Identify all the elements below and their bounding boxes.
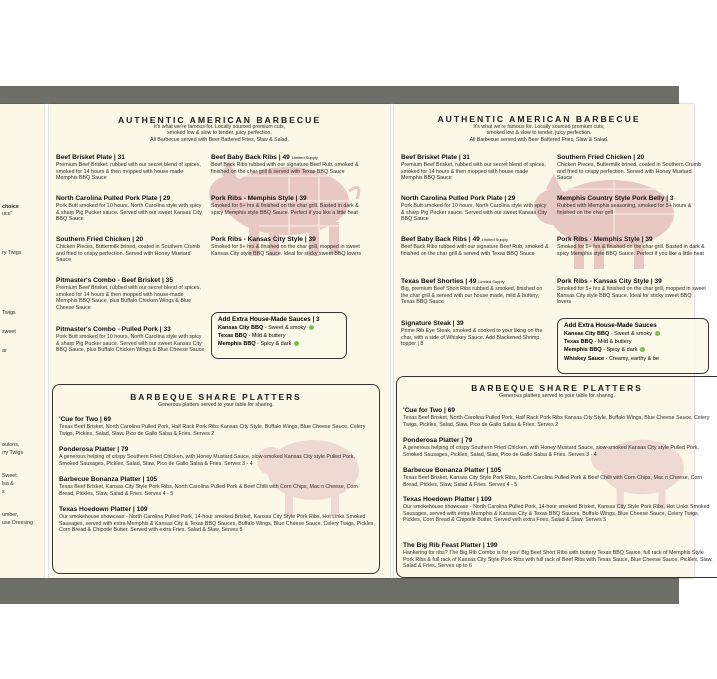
- menu-item: Memphis Country Style Pork Belly | 3 Rubbed with Memphis seasoning, smoked for 5+ hours & finished on the char grill: [557, 195, 692, 216]
- menu-sheet-left-partial: [0, 104, 44, 578]
- platter-item: 'Cue for Two | 69 Texas Beef Brisket, North Carolina Pulled Pork, Half Rack Pork Ribs Kansas City Style, Buffalo Wings, Blue Cheese Sauce, Celery Twigs, Pickles, Salad, Slaw, Pico de Gallo Salsa & Fries. Serves 2: [59, 416, 366, 437]
- fragment-text: umber,: [2, 512, 19, 518]
- menu-item: Beef Brisket Plate | 31 Premium Beef Brisket, rubbed with our secret blend of spices, smoked for 14 hours & then mopped with house made Memphis BBQ Sauce: [56, 154, 201, 181]
- sauce-row: Kansas City BBQ - Sweet & smoky: [212, 324, 346, 332]
- sauce-row: Texas BBQ - Mild & buttery: [564, 339, 632, 346]
- menu-item: Beef Baby Back Ribs | 49 $^{Limited Supply}$ Beef Back Ribs rubbed with our signature Beef Rub, smoked & finished on the char grill & served with Texas BBQ Sauce: [401, 236, 549, 257]
- menu-sheet-right: [394, 104, 713, 578]
- fragment-text: Sweet: [2, 473, 17, 479]
- share-title: BARBEQUE SHARE PLATTERS: [130, 392, 302, 402]
- sauce-row: Texas BBQ - Mild & buttery: [218, 333, 286, 340]
- menu-title: AUTHENTIC AMERICAN BARBECUE: [117, 115, 322, 125]
- menu-item: Beef Brisket Plate | 31 Premium Beef Brisket, rubbed with our secret blend of spices, smoked for 14 hours & then mopped with house made Memphis BBQ Sauce: [401, 154, 546, 181]
- menu-title: AUTHENTIC AMERICAN BARBECUE: [437, 114, 641, 124]
- menu-sheet-middle: [49, 104, 390, 578]
- sauce-row: Whiskey Sauce - Creamy, earthy & be: [564, 355, 659, 362]
- menu-subtitle: It's what we're famous for. Locally sourced premium cuts, smoked low & slow to tender, juicy perfection. All Barbecue served with Beer Battered Fries, Slaw & Salad.: [150, 124, 289, 143]
- fragment-text: choice: [2, 204, 19, 210]
- menu-item: Signature Steak | 39 Prime Rib Eye Steak, smoked & cooked to your liking on the char, with a side of Whiskey Sauce. Add Blackened Shrimp topper | 8: [401, 320, 543, 347]
- fragment-text: sweet: [2, 329, 16, 335]
- menu-item: Texas Beef Shorties | 49 $^{Limited Supply}$ Big, premium Beef Short Ribs rubbed & smoked, finished on the char grill & served with our house made, mild & buttery, Texas BBQ Sauce: [401, 278, 543, 305]
- extra-sauces-title: Add Extra House-Made Sauces: [564, 322, 657, 329]
- platter-item: Barbecue Bonanza Platter | 105 Texas Beef Brisket, Kansas City Style Pork Ribs, North Carolina Pulled Pork & Beef Chilli with Corn Chips, Mac n Cheese, Corn Bread, Pickles, Slaw, Salad & Fries. Serves 4 - 5: [403, 467, 703, 488]
- fragment-text: s: [2, 489, 5, 495]
- share-platters-box: [52, 384, 380, 574]
- menu-item: Pork Ribs - Kansas City Style | 39 Smoked for 5+ hrs & finished on the char grill, mopped in sweet Kansas City style BBQ Sauce. Ideal for sticky sweet BBQ lovers: [557, 278, 706, 305]
- menu-item: Beef Baby Back Ribs | 49 $^{Limited Supply}$ Beef Back Ribs rubbed with our signature Beef Rub, smoked & finished on the char grill & served with Texas BBQ Sauce: [211, 154, 359, 175]
- fragment-text: ry Twigs: [2, 250, 22, 256]
- fragment-text: outons,: [2, 442, 20, 448]
- bottom-dark-band: [0, 578, 679, 604]
- check-icon: [640, 347, 645, 352]
- fragment-text: uce": [2, 211, 13, 217]
- menu-item: Pork Ribs - Memphis Style | 39 Smoked for 5+ hrs & finished on the char grill. Basted in dark & spicy Memphis style BBQ Sauce. Perfect if you like a little heat: [211, 195, 359, 216]
- menu-subtitle: It's what we're famous for. Locally sourced premium cuts, smoked low & slow to tender, juicy perfection. All Barbecue served with Beer Battered Fries, Slaw & Salad.: [469, 124, 609, 143]
- top-dark-band: [0, 86, 679, 104]
- sauce-row: Kansas City BBQ - Sweet & smoky: [558, 330, 708, 338]
- fragment-text: Twigs: [2, 310, 16, 316]
- menu-item: Pork Ribs - Memphis Style | 39 Smoked for 5+ hrs & finished on the char grill. Basted in dark & spicy Memphis style BBQ Sauce. Perfect if you like a little heat: [557, 236, 705, 257]
- fragment-text: use Dressing: [2, 520, 33, 526]
- share-subtitle: Generous platters served to your table for sharing.: [499, 393, 615, 399]
- share-title: BARBEQUE SHARE PLATTERS: [471, 383, 643, 393]
- platter-item: The Big Rib Feast Platter | 199 Hankering for ribs? The Big Rib Combo is for you! Big Beef Short Ribs with buttery Texas BBQ Sauce, full rack of Memphis Style Pork Ribs & full rack of Kansas City Style Pork Ribs with full rack of Beef Ribs with Texas Sauce, Blue Cheese Sauce, Pickles, Slaw, Salad & Fries. Serves up to 6: [403, 542, 713, 569]
- sauce-row: Memphis BBQ - Spicy & dark: [212, 340, 346, 348]
- extra-sauces-box: [211, 312, 347, 359]
- menu-item: Pitmaster's Combo - Pulled Pork | 33 Pork Butt smoked for 10 hours, North Carolina style with spicy & sharp Pig Pucker sauce. Served with our sweet Kansas City BBQ Sauce, plus Buffalo Chicken Wings & Blue Cheese Sauce: [56, 326, 205, 353]
- platter-item: Texas Hoedown Platter | 109 Our smokehouse showcase - North Carolina Pulled Pork, 14-hour smoked Brisket, Kansas City Style Pork Ribs, Hot Links Smoked Sausages, served with extra Memphis & Kansas City & Texas BBQ Sauces, Buffalo Wings, Blue Cheese Sauce, Celery Twigs, Pickles, Corn Bread & Chipotle Butter. Served with extra Fries, Salad & Slaw. Serves 5: [403, 496, 710, 523]
- sauce-row: Memphis BBQ - Spicy & dark: [558, 346, 708, 354]
- fragment-text: ar: [2, 348, 7, 354]
- platter-item: Texas Hoedown Platter | 109 Our smokehouse showcase - North Carolina Pulled Pork, 14-hour smoked Brisket, Kansas City Style Pork Ribs, Hot Links Smoked Sausages, served with extra Memphis & Kansas City & Texas BBQ Sauces, Buffalo Wings, Blue Cheese Sauce, Celery Twigs, Pickles, Corn Bread & Chipotle Butter. Served with extra Fries, Salad & Slaw. Serves 5: [59, 506, 375, 533]
- platter-item: Ponderosa Platter | 79 A generous helping of crispy Southern Fried Chicken, with Honey Mustard Sauce, slow-smoked Kansas City style Pulled Pork, Smoked Sausages, Pickles, Salad, Slaw, Pico de Gallo Salsa & Fries. Serves 3 - 4: [59, 446, 355, 467]
- check-icon: [655, 331, 660, 336]
- share-platters-box: [396, 376, 717, 578]
- fragment-text: rry Twigs: [2, 450, 24, 456]
- menu-item: North Carolina Pulled Pork Plate | 29 Pork Butt smoked for 10 hours. North Carolina style with spicy & sharp Pig Pucker sauce. Served with our sweet Kansas City BBQ Sauce: [56, 195, 202, 222]
- menu-item: Southern Fried Chicken | 20 Chicken Pieces, Buttermilk brined, coated in Southern Crumb and fried to crispy perfection. Served with Honey Mustard Sauce: [557, 154, 701, 181]
- platter-item: Ponderosa Platter | 79 A generous helping of crispy Southern Fried Chicken, with Honey Mustard Sauce, slow-smoked Kansas City style Pulled Pork, Smoked Sausages, Pickles, Salad, Slaw, Pico de Gallo Salsa & Fries. Serves 3 - 4: [403, 437, 699, 458]
- share-subtitle: Generous platters served to your table for sharing.: [158, 402, 274, 408]
- menu-item: Southern Fried Chicken | 20 Chicken Pieces, Buttermilk brined, coated in Southern Crumb and fried to crispy perfection. Served with Honey Mustard Sauce: [56, 236, 200, 263]
- platter-item: Barbecue Bonanza Platter | 105 Texas Beef Brisket, Kansas City Style Pork Ribs, North Carolina Pulled Pork & Beef Chilli with Corn Chips, Mac n Cheese, Corn Bread, Pickles, Slaw, Salad & Fries. Serves 4 - 5: [59, 476, 359, 497]
- check-icon: [294, 341, 299, 346]
- menu-item: North Carolina Pulled Pork Plate | 29 Pork Butt smoked for 10 hours, North Carolina style with spicy & sharp Pig Pucker sauce. Served with our sweet Kansas City BBQ Sauce: [401, 195, 547, 222]
- platter-item: 'Cue for Two | 69 Texas Beef Brisket, North Carolina Pulled Pork, Half Rack Pork Ribs Kansas City Style, Buffalo Wings, Blue Cheese Sauce, Celery Twigs, Pickles, Salad, Slaw, Pico de Gallo Salsa & Fries. Serves 2: [403, 407, 710, 428]
- check-icon: [309, 325, 314, 330]
- menu-item: Pork Ribs - Kansas City Style | 39 Smoked for 5+ hrs & finished on the char grill, mopped in sweet Kansas City style BBQ Sauce. Ideal for sticky sweet BBQ lovers: [211, 236, 362, 257]
- extra-sauces-title: Add Extra House-Made Sauces | 3: [218, 316, 320, 323]
- fragment-text: lsa &: [2, 481, 14, 487]
- extra-sauces-box: [557, 318, 709, 374]
- menu-item: Pitmaster's Combo - Beef Brisket | 35 Premium Beef Brisket, rubbed with our secret blend of spices, smoked for 14 hours & then mopped with house-made Memphis BBQ Sauce, plus Buffalo Chicken Wings & Blue Cheese Sauce: [56, 277, 201, 311]
